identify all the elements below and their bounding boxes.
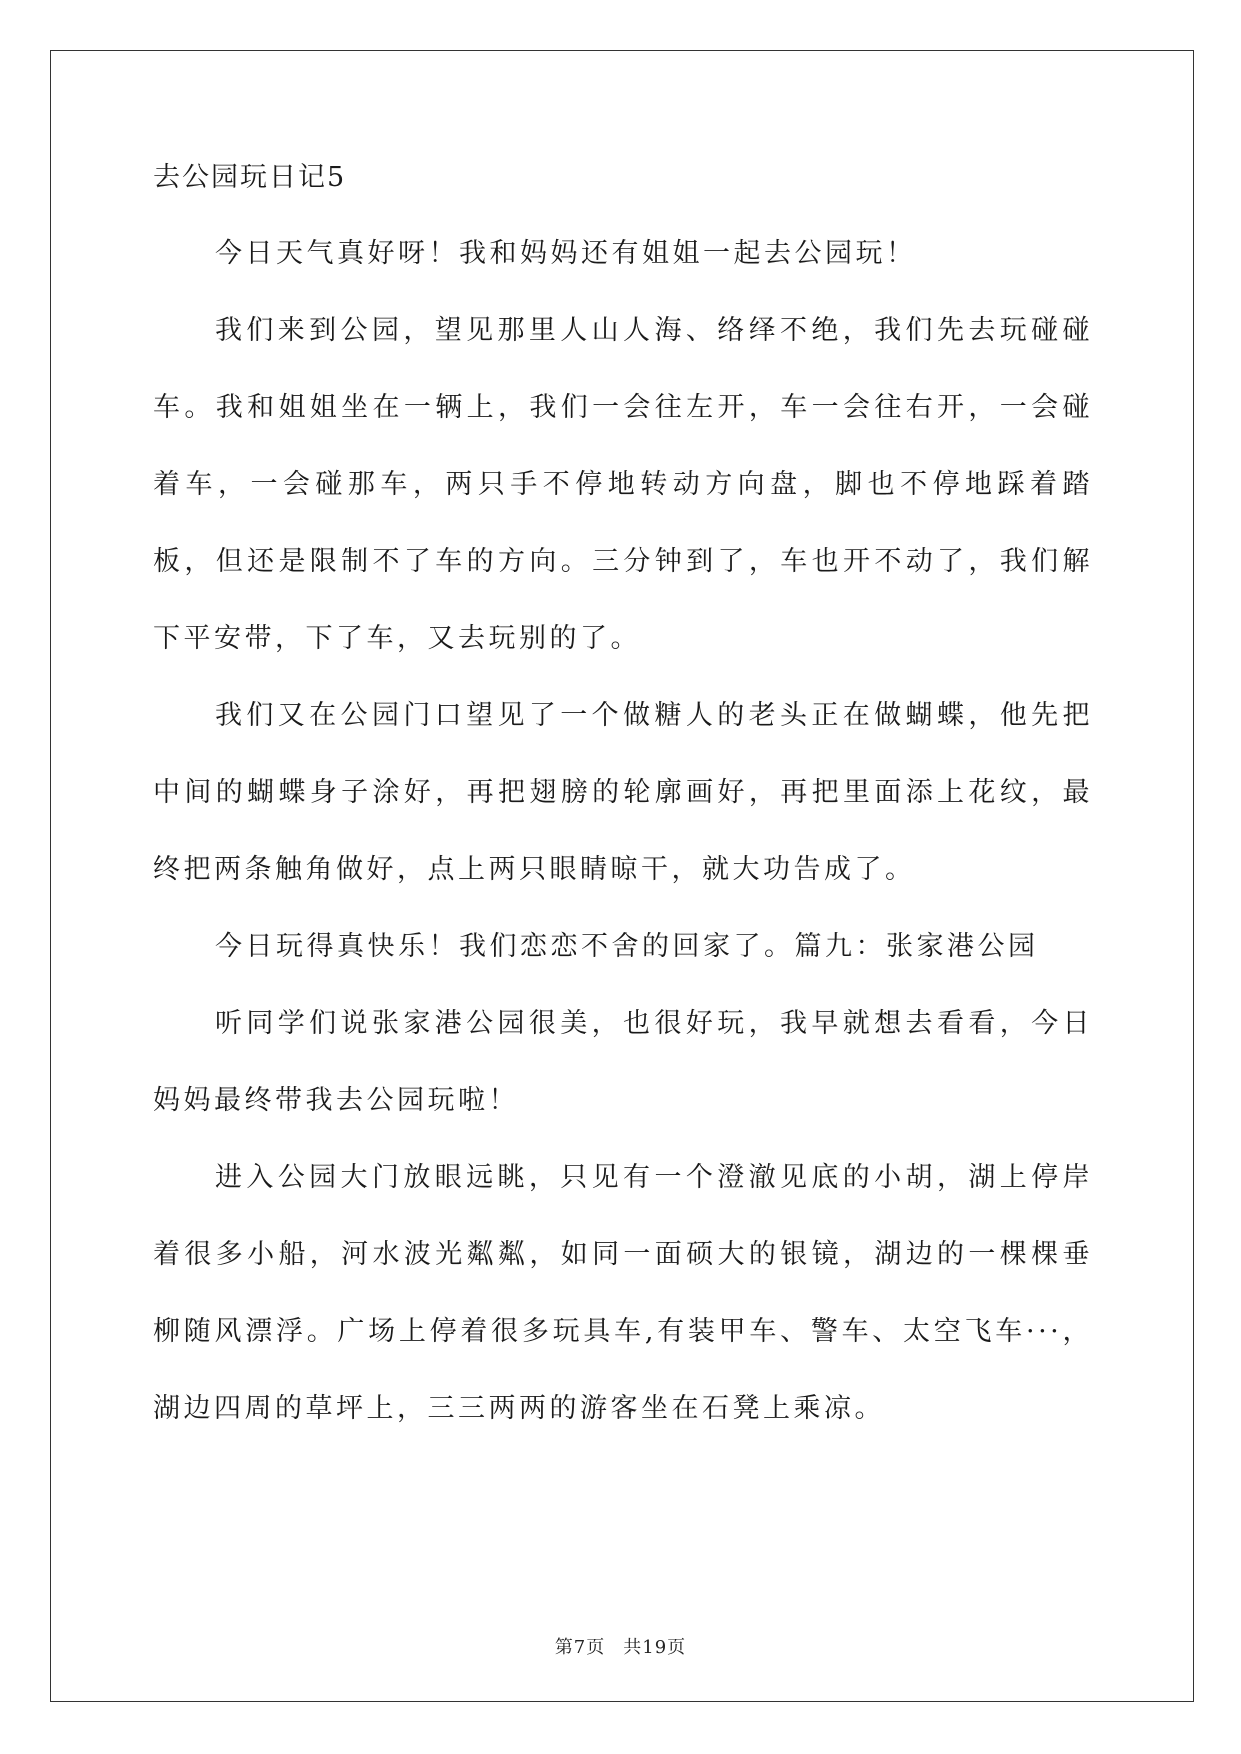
paragraph: 听同学们说张家港公园很美，也很好玩，我早就想去看看，今日妈妈最终带我去公园玩啦！ [153,1008,1093,1116]
page-number: 第7页 [554,1637,606,1658]
document-title: 去公园玩日记5 [153,162,347,193]
document-body [153,160,1093,1447]
paragraph: 我们又在公园门口望见了一个做糖人的老头正在做蝴蝶，他先把中间的蝴蝶身子涂好，再把翅膀的轮廓画好，再把里面添上花纹，最终把两条触角做好，点上两只眼睛晾干，就大功告成了。 [153,700,1093,885]
paragraph: 进入公园大门放眼远眺，只见有一个澄澈见底的小胡，湖上停岸着很多小船，河水波光粼粼，如同一面硕大的银镜，湖边的一棵棵垂柳随风漂浮。广场上停着很多玩具车,有装甲车、警车、太空飞车···，湖边四周的草坪上，三三两两的游客坐在石凳上乘凉。 [153,1162,1093,1424]
paragraph: 今日玩得真快乐！我们恋恋不舍的回家了。篇九：张家港公园 [215,931,1039,962]
paragraph: 我们来到公园，望见那里人山人海、络绎不绝，我们先去玩碰碰车。我和姐姐坐在一辆上，我们一会往左开，车一会往右开，一会碰着车，一会碰那车，两只手不停地转动方向盘，脚也不停地踩着踏板，但还是限制不了车的方向。三分钟到了，车也开不动了，我们解下平安带，下了车，又去玩别的了。 [153,315,1093,654]
page-total: 共19页 [623,1637,687,1658]
page-footer [0,1636,1241,1660]
paragraph: 今日天气真好呀！我和妈妈还有姐姐一起去公园玩！ [215,238,917,269]
